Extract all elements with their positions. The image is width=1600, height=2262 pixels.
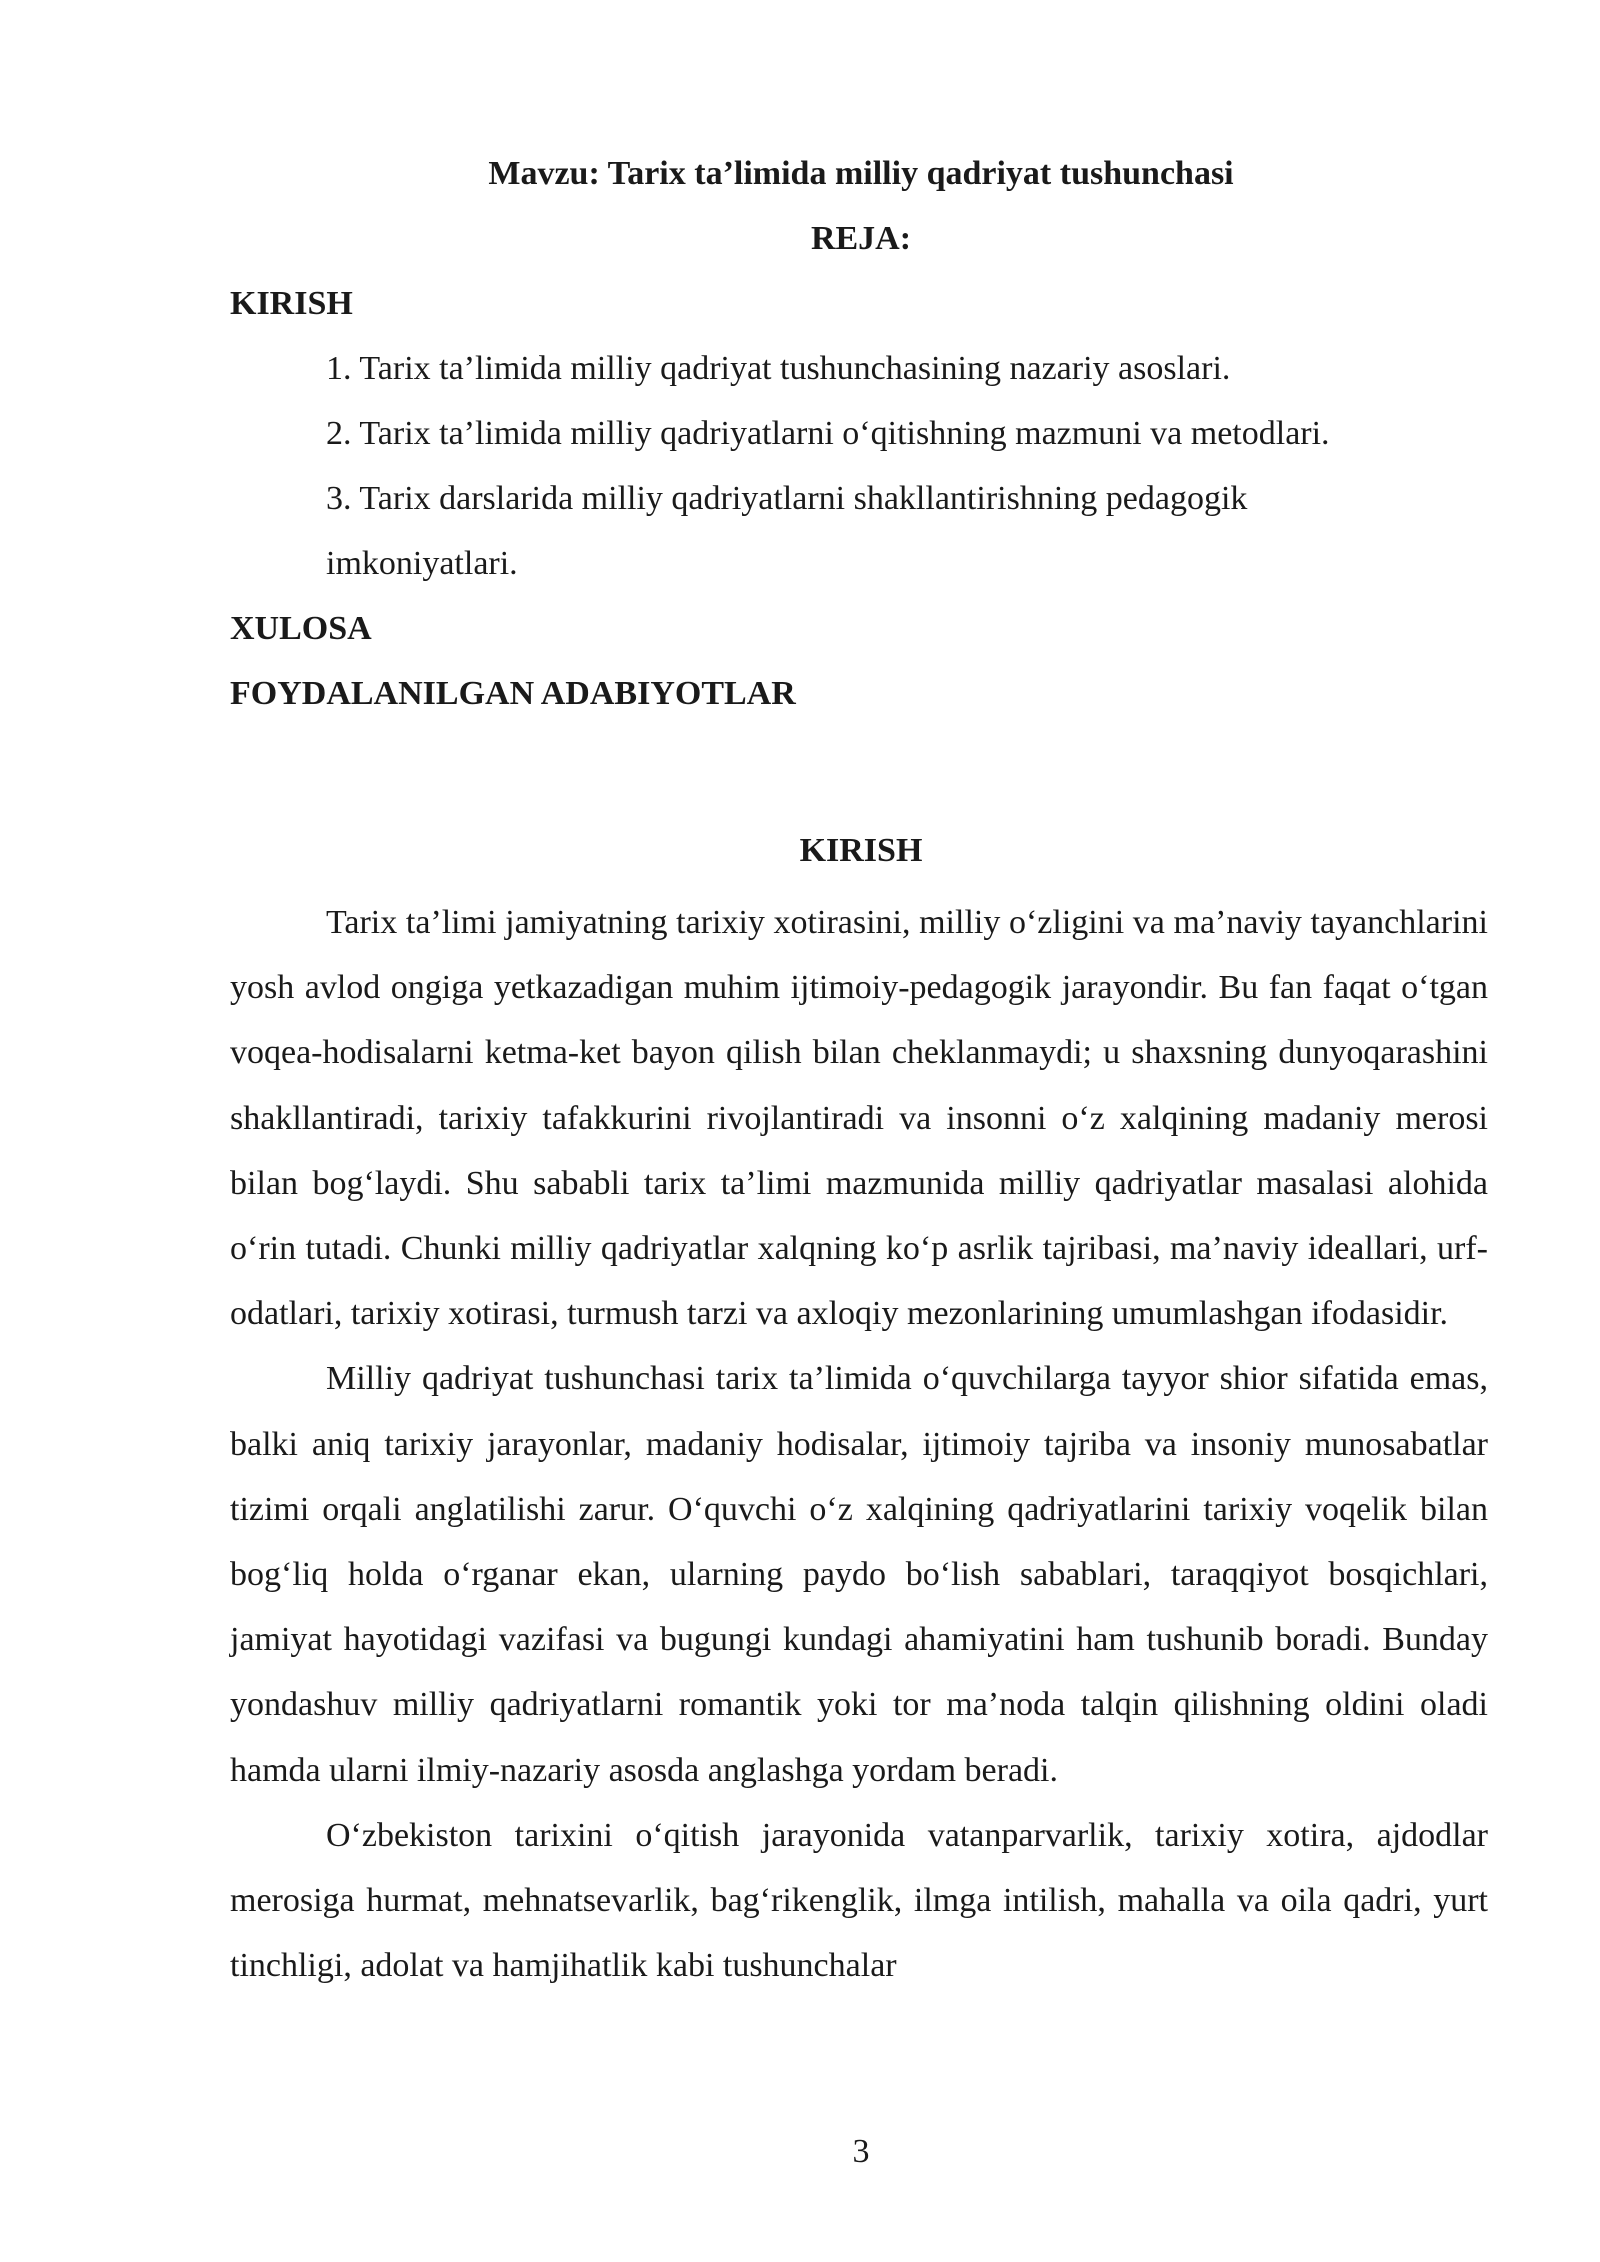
plan-references: FOYDALANILGAN ADABIYOTLAR (230, 675, 796, 712)
plan-item-3: 3. Tarix darslarida milliy qadriyatlarni shakllantirishning pedagogik (326, 480, 1248, 517)
paragraph-2: Milliy qadriyat tushunchasi tarix ta’limida o‘quvchilarga tayyor shior sifatida emas, balki aniq tarixiy jarayonlar, madaniy hodisalar, ijtimoiy tajriba va insoniy munosabatlar tizimi orqali anglatilishi zarur. O‘quvchi o‘z xalqining qadriyatlarini tarixiy voqelik bilan bog‘liq holda o‘rganar ekan, ularning paydo bo‘lish sabablari, taraqqiyot bosqichlari, jamiyat hayotidagi vazifasi va bugungi kundagi ahamiyatini ham tushunib boradi. Bunday yondashuv milliy qadriyatlarni romantik yoki tor ma’noda talqin qilishning oldini oladi hamda ularni ilmiy-nazariy asosda anglashga yordam beradi. (230, 1360, 1488, 1789)
plan-conclusion: XULOSA (230, 610, 372, 647)
page-number: 3 (852, 2133, 870, 2170)
section-body (230, 890, 1488, 1998)
plan-heading: REJA: (810, 220, 912, 257)
plan-item-3-continued: imkoniyatlari. (326, 545, 518, 582)
document-title: Mavzu: Tarix ta’limida milliy qadriyat tushunchasi (488, 155, 1234, 192)
plan-item-2: 2. Tarix ta’limida milliy qadriyatlarni o‘qitishning mazmuni va metodlari. (326, 415, 1330, 452)
paragraph-1: Tarix ta’limi jamiyatning tarixiy xotirasini, milliy o‘zligini va ma’naviy tayanchlarini yosh avlod ongiga yetkazadigan muhim ijtimoiy-pedagogik jarayondir. Bu fan faqat o‘tgan voqea-hodisalarni ketma-ket bayon qilish bilan cheklanmaydi; u shaxsning dunyoqarashini shakllantiradi, tarixiy tafakkurini rivojlantiradi va insonni o‘z xalqining madaniy merosi bilan bog‘laydi. Shu sababli tarix ta’limi mazmunida milliy qadriyatlar masalasi alohida o‘rin tutadi. Chunki milliy qadriyatlar xalqning ko‘p asrlik tajribasi, ma’naviy ideallari, urf-odatlari, tarixiy xotirasi, turmush tarzi va axloqiy mezonlarining umumlashgan ifodasidir. (230, 904, 1488, 1333)
paragraph-3: O‘zbekiston tarixini o‘qitish jarayonida vatanparvarlik, tarixiy xotira, ajdodlar merosiga hurmat, mehnatsevarlik, bag‘rikenglik, ilmga intilish, mahalla va oila qadri, yurt tinchligi, adolat va hamjihatlik kabi tushunchalar (230, 1816, 1488, 1985)
section-heading: KIRISH (799, 832, 923, 869)
plan-item-1: 1. Tarix ta’limida milliy qadriyat tushunchasining nazariy asoslari. (326, 350, 1231, 387)
plan-intro: KIRISH (230, 285, 353, 322)
